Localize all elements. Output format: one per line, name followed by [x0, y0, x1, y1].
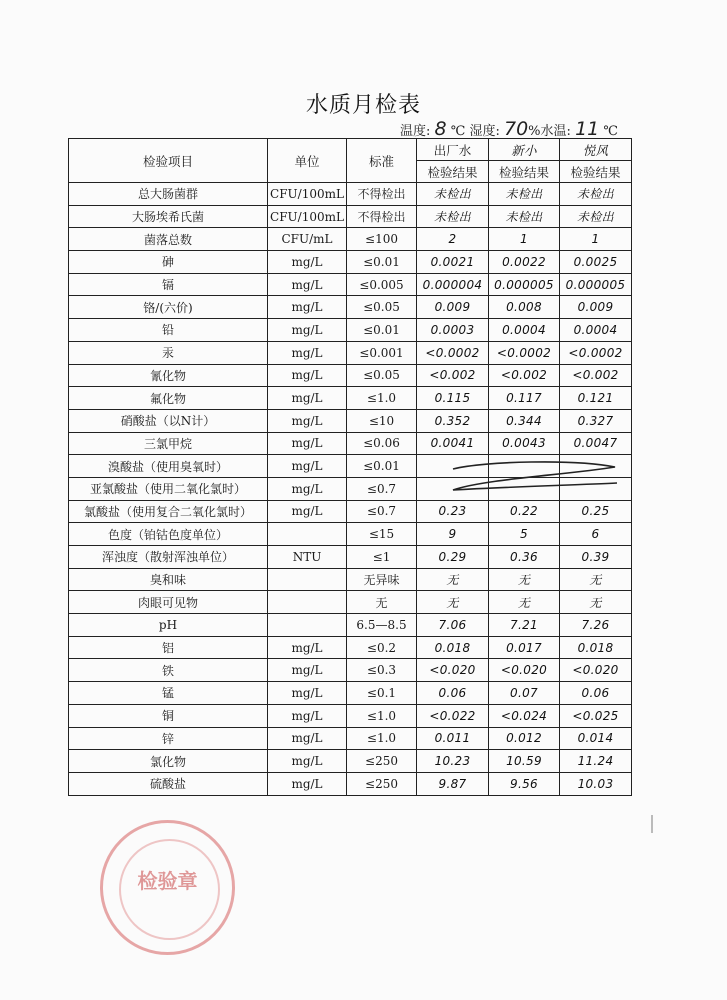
row-item: 总大肠菌群 [69, 183, 268, 206]
row-item: 铬/(六价) [69, 296, 268, 319]
row-result-yuefeng: 0.000005 [560, 273, 632, 296]
row-result-factory: <0.022 [417, 704, 489, 727]
not-applicable-strike [445, 457, 625, 497]
row-result-factory: 10.23 [417, 750, 489, 773]
row-item: 铁 [69, 659, 268, 682]
header-result-1: 检验结果 [417, 161, 489, 183]
row-item: 三氯甲烷 [69, 432, 268, 455]
table-row [69, 523, 632, 546]
row-result-xinxiao: 0.0004 [489, 319, 560, 342]
row-item: 硝酸盐（以N计） [69, 409, 268, 432]
row-result-yuefeng: 10.03 [560, 772, 632, 795]
row-result-yuefeng: 0.121 [560, 387, 632, 410]
row-result-factory: 0.23 [417, 500, 489, 523]
row-unit: mg/L [268, 659, 347, 682]
row-item: 铜 [69, 704, 268, 727]
scan-mark [651, 815, 653, 833]
row-result-factory: 0.011 [417, 727, 489, 750]
row-standard: ≤15 [347, 523, 417, 546]
row-result-yuefeng: 0.25 [560, 500, 632, 523]
row-result-xinxiao: 5 [489, 523, 560, 546]
header-unit: 单位 [268, 139, 347, 183]
table-row [69, 409, 632, 432]
row-result-factory: 无 [417, 568, 489, 591]
row-result-xinxiao: 0.008 [489, 296, 560, 319]
row-unit: mg/L [268, 727, 347, 750]
table-row [69, 432, 632, 455]
official-stamp [100, 820, 235, 955]
row-result-yuefeng: 11.24 [560, 750, 632, 773]
humidity-label: 湿度: [469, 124, 500, 139]
row-result-yuefeng: 0.0004 [560, 319, 632, 342]
row-result-factory: 7.06 [417, 614, 489, 637]
humidity-unit: % [528, 124, 541, 139]
row-standard: ≤10 [347, 409, 417, 432]
header-item: 检验项目 [69, 139, 268, 183]
water-temperature-value: 11 [575, 118, 600, 140]
row-result-factory: <0.002 [417, 364, 489, 387]
row-standard: ≤0.05 [347, 296, 417, 319]
table-row [69, 228, 632, 251]
row-standard: ≤0.1 [347, 682, 417, 705]
row-standard: ≤1.0 [347, 387, 417, 410]
table-row [69, 546, 632, 569]
row-result-factory: 0.0003 [417, 319, 489, 342]
row-item: 氰化物 [69, 364, 268, 387]
row-result-xinxiao: 9.56 [489, 772, 560, 795]
table-row [69, 205, 632, 228]
row-unit: mg/L [268, 772, 347, 795]
row-unit: CFU/mL [268, 228, 347, 251]
row-unit [268, 523, 347, 546]
row-standard: 无异味 [347, 568, 417, 591]
row-result-yuefeng: <0.002 [560, 364, 632, 387]
row-item: 氯化物 [69, 750, 268, 773]
row-standard: ≤250 [347, 772, 417, 795]
row-item: 臭和味 [69, 568, 268, 591]
row-standard: ≤250 [347, 750, 417, 773]
row-unit: mg/L [268, 704, 347, 727]
row-item: 铅 [69, 319, 268, 342]
stamp-text: 检验章 [137, 869, 198, 893]
row-standard: ≤1.0 [347, 727, 417, 750]
row-result-factory: 未检出 [417, 183, 489, 206]
row-result-xinxiao: 未检出 [489, 183, 560, 206]
row-result-xinxiao: 0.0043 [489, 432, 560, 455]
row-unit: CFU/100mL [268, 183, 347, 206]
row-result-factory: 0.115 [417, 387, 489, 410]
table-row [69, 750, 632, 773]
row-unit: mg/L [268, 409, 347, 432]
row-item: 亚氯酸盐（使用二氧化氯时） [69, 477, 268, 500]
row-item: 汞 [69, 341, 268, 364]
row-standard: 不得检出 [347, 183, 417, 206]
table-row [69, 772, 632, 795]
row-result-yuefeng: 无 [560, 568, 632, 591]
row-item: 锰 [69, 682, 268, 705]
table-row [69, 704, 632, 727]
row-unit: mg/L [268, 636, 347, 659]
row-unit: mg/L [268, 477, 347, 500]
row-unit: mg/L [268, 341, 347, 364]
row-result-xinxiao: 0.017 [489, 636, 560, 659]
header-site-factory: 出厂水 [417, 139, 489, 161]
row-result-factory: 未检出 [417, 205, 489, 228]
row-standard: ≤0.05 [347, 364, 417, 387]
table-row [69, 251, 632, 274]
row-item: 大肠埃希氏菌 [69, 205, 268, 228]
row-result-xinxiao: 0.012 [489, 727, 560, 750]
row-result-factory: 0.000004 [417, 273, 489, 296]
temperature-label: 温度: [400, 124, 431, 139]
row-result-xinxiao: 0.000005 [489, 273, 560, 296]
table-row [69, 500, 632, 523]
row-standard: ≤0.2 [347, 636, 417, 659]
row-result-xinxiao: 0.344 [489, 409, 560, 432]
row-result-yuefeng: 6 [560, 523, 632, 546]
row-result-factory: <0.0002 [417, 341, 489, 364]
row-item: 铝 [69, 636, 268, 659]
table-row [69, 682, 632, 705]
row-item: pH [69, 614, 268, 637]
row-result-yuefeng: 未检出 [560, 183, 632, 206]
row-result-yuefeng: 无 [560, 591, 632, 614]
row-unit: NTU [268, 546, 347, 569]
row-result-factory: 0.018 [417, 636, 489, 659]
row-unit: mg/L [268, 387, 347, 410]
row-result-xinxiao: 0.07 [489, 682, 560, 705]
row-result-yuefeng: 0.0025 [560, 251, 632, 274]
row-result-factory: 0.0021 [417, 251, 489, 274]
row-result-xinxiao: 7.21 [489, 614, 560, 637]
row-item: 锌 [69, 727, 268, 750]
row-standard: 6.5—8.5 [347, 614, 417, 637]
row-item: 菌落总数 [69, 228, 268, 251]
row-result-factory: 无 [417, 591, 489, 614]
row-unit [268, 591, 347, 614]
row-unit: mg/L [268, 432, 347, 455]
row-result-factory: <0.020 [417, 659, 489, 682]
row-result-factory: 9.87 [417, 772, 489, 795]
row-unit: mg/L [268, 500, 347, 523]
row-result-xinxiao: 10.59 [489, 750, 560, 773]
header-site-yuefeng: 悦风 [560, 139, 632, 161]
row-unit: mg/L [268, 682, 347, 705]
row-result-yuefeng: 0.06 [560, 682, 632, 705]
row-unit: mg/L [268, 750, 347, 773]
row-result-factory: 0.009 [417, 296, 489, 319]
header-result-3: 检验结果 [560, 161, 632, 183]
row-item: 镉 [69, 273, 268, 296]
row-result-yuefeng: 1 [560, 228, 632, 251]
row-standard: ≤0.005 [347, 273, 417, 296]
row-standard: ≤0.06 [347, 432, 417, 455]
table-row [69, 727, 632, 750]
header-result-2: 检验结果 [489, 161, 560, 183]
row-result-xinxiao: 1 [489, 228, 560, 251]
row-unit: mg/L [268, 319, 347, 342]
table-row [69, 364, 632, 387]
row-result-yuefeng: 0.0047 [560, 432, 632, 455]
row-result-xinxiao: <0.002 [489, 364, 560, 387]
table-row [69, 387, 632, 410]
row-item: 硫酸盐 [69, 772, 268, 795]
row-result-factory: 0.06 [417, 682, 489, 705]
temperature-value: 8 [434, 118, 447, 140]
row-result-xinxiao: <0.024 [489, 704, 560, 727]
row-item: 氯酸盐（使用复合二氧化氯时） [69, 500, 268, 523]
row-item: 溴酸盐（使用臭氧时） [69, 455, 268, 478]
header-site-xinxiao: 新小 [489, 139, 560, 161]
table-row [69, 296, 632, 319]
row-result-yuefeng: 0.327 [560, 409, 632, 432]
humidity-value: 70 [503, 118, 529, 140]
row-result-yuefeng: <0.025 [560, 704, 632, 727]
row-result-factory: 0.0041 [417, 432, 489, 455]
table-row [69, 659, 632, 682]
row-unit: mg/L [268, 251, 347, 274]
page-title: 水质月检表 [305, 93, 421, 118]
row-result-xinxiao: 未检出 [489, 205, 560, 228]
row-unit [268, 568, 347, 591]
row-standard: ≤0.3 [347, 659, 417, 682]
row-standard: ≤0.7 [347, 477, 417, 500]
row-standard: ≤0.01 [347, 319, 417, 342]
row-item: 浑浊度（散射浑浊单位） [69, 546, 268, 569]
row-unit: mg/L [268, 455, 347, 478]
table-row [69, 591, 632, 614]
row-standard: ≤100 [347, 228, 417, 251]
row-result-xinxiao: 0.117 [489, 387, 560, 410]
row-result-yuefeng: <0.0002 [560, 341, 632, 364]
row-item: 肉眼可见物 [69, 591, 268, 614]
table-row [69, 273, 632, 296]
row-standard: 无 [347, 591, 417, 614]
row-item: 氟化物 [69, 387, 268, 410]
table-row [69, 319, 632, 342]
table-row [69, 183, 632, 206]
row-result-yuefeng: 0.018 [560, 636, 632, 659]
table-row [69, 568, 632, 591]
row-unit: mg/L [268, 273, 347, 296]
row-result-xinxiao: 无 [489, 591, 560, 614]
row-item: 色度（铂钴色度单位） [69, 523, 268, 546]
row-unit: mg/L [268, 296, 347, 319]
header-standard: 标准 [347, 139, 417, 183]
environment-readings [400, 118, 640, 140]
row-result-xinxiao: <0.020 [489, 659, 560, 682]
row-unit: mg/L [268, 364, 347, 387]
row-standard: ≤0.01 [347, 251, 417, 274]
table-row [69, 636, 632, 659]
row-standard: ≤0.01 [347, 455, 417, 478]
table-row [69, 614, 632, 637]
row-standard: ≤1.0 [347, 704, 417, 727]
row-standard: ≤0.7 [347, 500, 417, 523]
row-result-xinxiao: 0.36 [489, 546, 560, 569]
row-result-factory: 9 [417, 523, 489, 546]
row-standard: 不得检出 [347, 205, 417, 228]
row-unit: CFU/100mL [268, 205, 347, 228]
row-standard: ≤0.001 [347, 341, 417, 364]
row-result-xinxiao: 0.0022 [489, 251, 560, 274]
row-result-xinxiao: <0.0002 [489, 341, 560, 364]
row-result-yuefeng: 0.009 [560, 296, 632, 319]
row-result-factory: 2 [417, 228, 489, 251]
row-result-yuefeng: 0.014 [560, 727, 632, 750]
row-result-xinxiao: 无 [489, 568, 560, 591]
row-unit [268, 614, 347, 637]
table-row [69, 341, 632, 364]
row-result-yuefeng: <0.020 [560, 659, 632, 682]
row-result-yuefeng: 7.26 [560, 614, 632, 637]
row-result-yuefeng: 0.39 [560, 546, 632, 569]
temperature-unit: ℃ [450, 124, 466, 139]
row-item: 砷 [69, 251, 268, 274]
water-temperature-unit: ℃ [603, 124, 618, 139]
row-result-factory: 0.352 [417, 409, 489, 432]
water-temperature-label: 水温: [540, 124, 571, 139]
row-standard: ≤1 [347, 546, 417, 569]
row-result-yuefeng: 未检出 [560, 205, 632, 228]
row-result-xinxiao: 0.22 [489, 500, 560, 523]
row-result-factory: 0.29 [417, 546, 489, 569]
